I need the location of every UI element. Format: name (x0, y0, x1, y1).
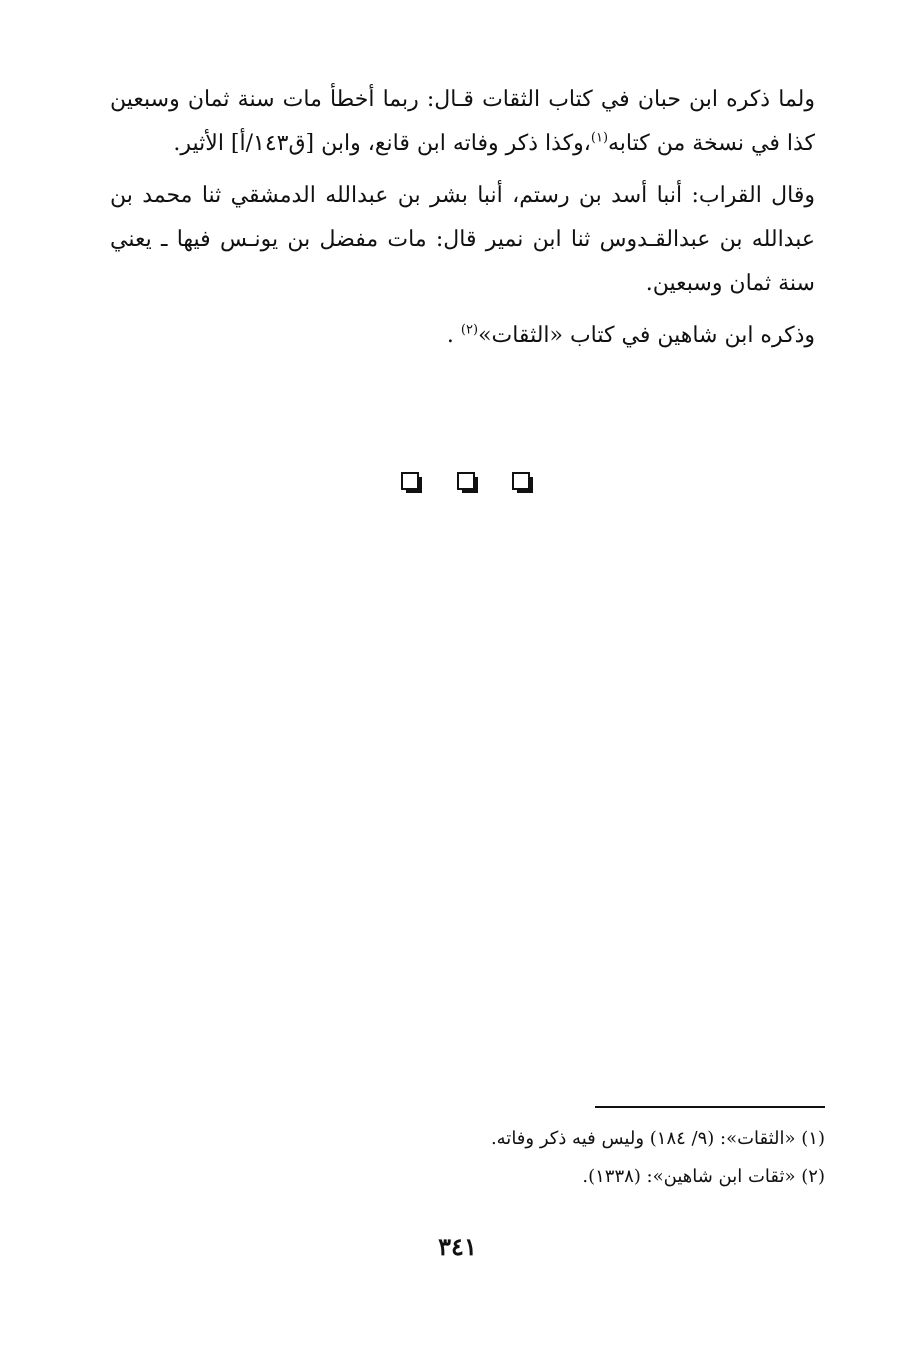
paragraph-2-line-3: سنة ثمان وسبعين. (645, 271, 815, 296)
paragraph-1 (110, 78, 815, 166)
paragraph-1-line-2 (110, 122, 815, 166)
footnotes (300, 1120, 825, 1196)
paragraph-3 (110, 314, 815, 358)
square-ornament-icon (456, 471, 480, 495)
footnote-separator (595, 1106, 825, 1108)
main-text (110, 78, 815, 366)
paragraph-3-line-1 (110, 314, 815, 358)
paragraph-2-line-1: وقال القراب: أنبا أسد بن رستم، أنبا بشر بن عبدالله الدمشقي ثنا محمد بن (110, 183, 815, 208)
text-segment: ،وكذا ذكر وفاته ابن قانع، وابن [ق١٤٣/أ] الأثير. (173, 131, 591, 156)
footnote-2: (٢) «ثقات ابن شاهين»: (١٣٣٨). (582, 1166, 825, 1187)
paragraph-2 (110, 174, 815, 306)
section-end-ornament (400, 468, 535, 498)
text-segment: كذا في نسخة من كتابه (608, 131, 815, 156)
square-ornament-icon (511, 471, 535, 495)
text-segment: وذكره ابن شاهين في كتاب «الثقات» (478, 323, 815, 348)
page-number: ٣٤١ (438, 1232, 477, 1261)
paragraph-1-line-1: ولما ذكره ابن حبان في كتاب الثقات قـال: ربما أخطأ مات سنة ثمان وسبعين (110, 87, 815, 112)
footnote-ref-2: (٢) (460, 322, 479, 338)
square-ornament-icon (400, 471, 424, 495)
footnote-1: (١) «الثقات»: (٩/ ١٨٤) وليس فيه ذكر وفاته. (490, 1128, 825, 1149)
text-segment: . (446, 323, 461, 348)
footnote-ref-1: (١) (590, 130, 609, 146)
paragraph-2-line-2: عبدالله بن عبدالقـدوس ثنا ابن نمير قال: مات مفضل بن يونـس فيها ـ يعني (110, 227, 815, 252)
